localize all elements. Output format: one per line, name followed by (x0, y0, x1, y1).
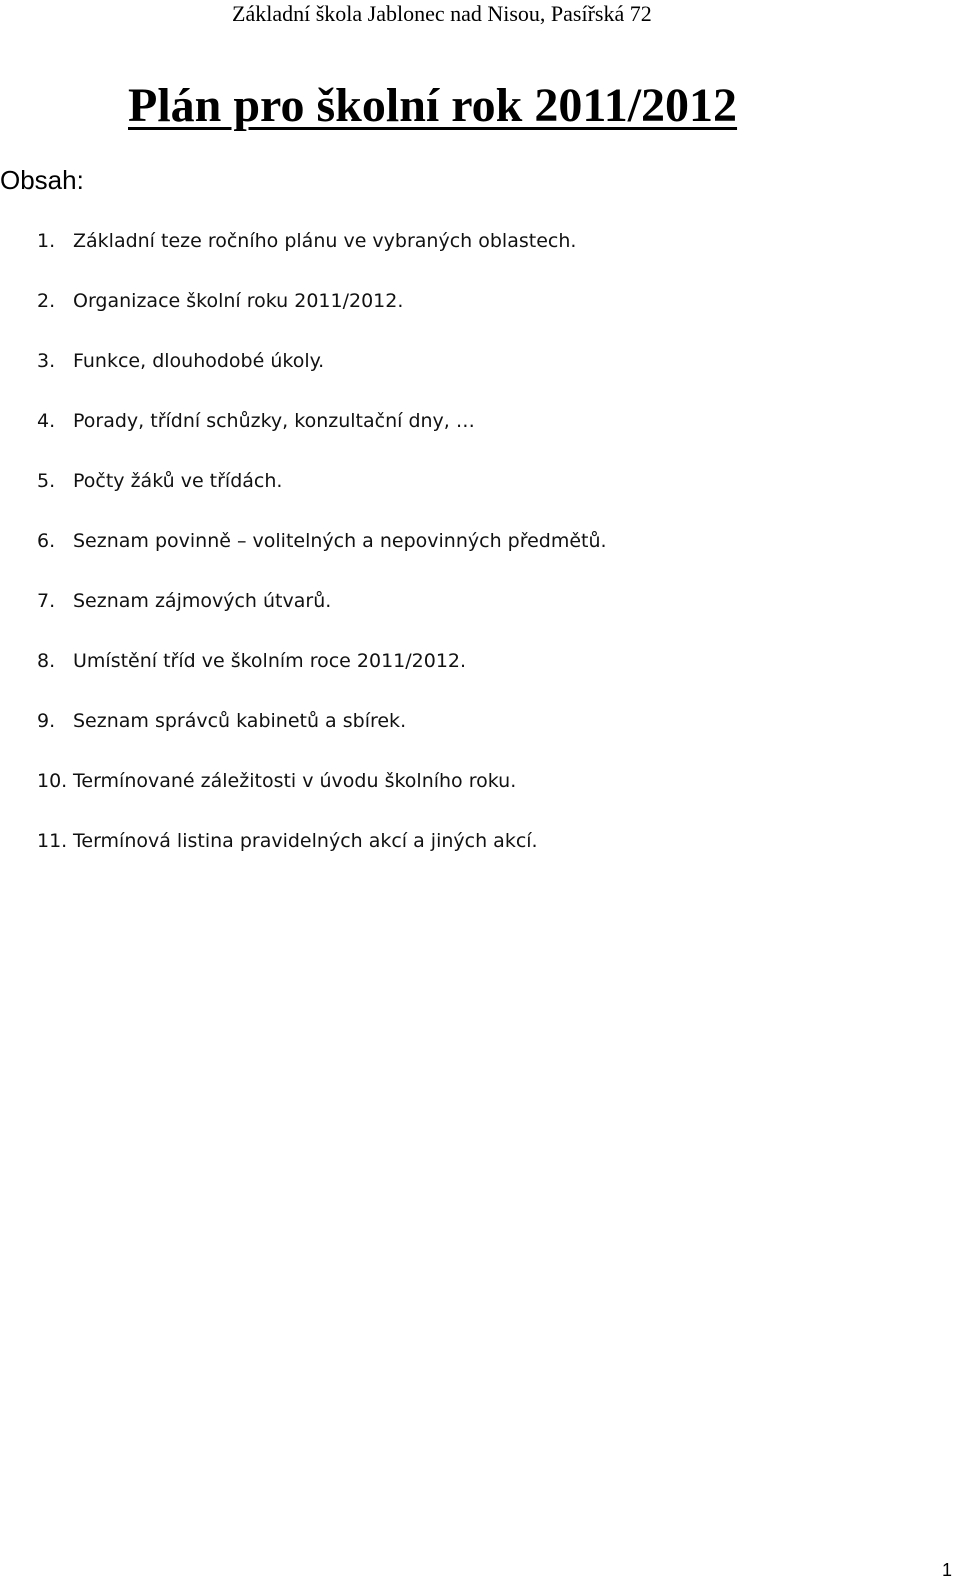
toc-item-text: Základní teze ročního plánu ve vybraných oblastech. (73, 230, 577, 252)
toc-item (0, 527, 940, 587)
toc-item-text: Termínované záležitosti v úvodu školního roku. (73, 770, 517, 792)
toc-item-number: 4. (37, 410, 56, 432)
toc-item-text: Organizace školní roku 2011/2012. (73, 290, 404, 312)
toc-heading: Obsah: (0, 165, 84, 195)
toc-item (0, 827, 940, 887)
toc-item-number: 11. (37, 830, 68, 852)
toc-item-number: 7. (37, 590, 56, 612)
toc-item-number: 5. (37, 470, 56, 492)
page-number: 1 (941, 1560, 952, 1580)
toc-item (0, 287, 940, 347)
toc-item-text: Seznam povinně – volitelných a nepovinných předmětů. (73, 530, 607, 552)
document-title: Plán pro školní rok 2011/2012 (128, 79, 738, 132)
toc-item-number: 1. (37, 230, 56, 252)
toc-item (0, 707, 940, 767)
toc-item-text: Umístění tříd ve školním roce 2011/2012. (73, 650, 467, 672)
toc-item-number: 9. (37, 710, 56, 732)
toc-item-text: Počty žáků ve třídách. (73, 470, 283, 492)
toc-item (0, 647, 940, 707)
toc-item-number: 2. (37, 290, 56, 312)
toc-item (0, 227, 940, 287)
toc-item-number: 8. (37, 650, 56, 672)
school-header: Základní škola Jablonec nad Nisou, Pasířská 72 (232, 1, 652, 26)
toc-item (0, 347, 940, 407)
toc-item-number: 6. (37, 530, 56, 552)
toc-item (0, 587, 940, 647)
toc-item-text: Seznam správců kabinetů a sbírek. (73, 710, 407, 732)
toc-item-number: 10. (37, 770, 68, 792)
toc-item-text: Seznam zájmových útvarů. (73, 590, 332, 612)
toc-item-text: Porady, třídní schůzky, konzultační dny, … (73, 410, 475, 432)
toc-item-number: 3. (37, 350, 56, 372)
toc-item (0, 467, 940, 527)
toc-item (0, 407, 940, 467)
toc-item-text: Funkce, dlouhodobé úkoly. (73, 350, 325, 372)
table-of-contents (0, 227, 940, 887)
toc-item (0, 767, 940, 827)
toc-item-text: Termínová listina pravidelných akcí a jiných akcí. (73, 830, 538, 852)
